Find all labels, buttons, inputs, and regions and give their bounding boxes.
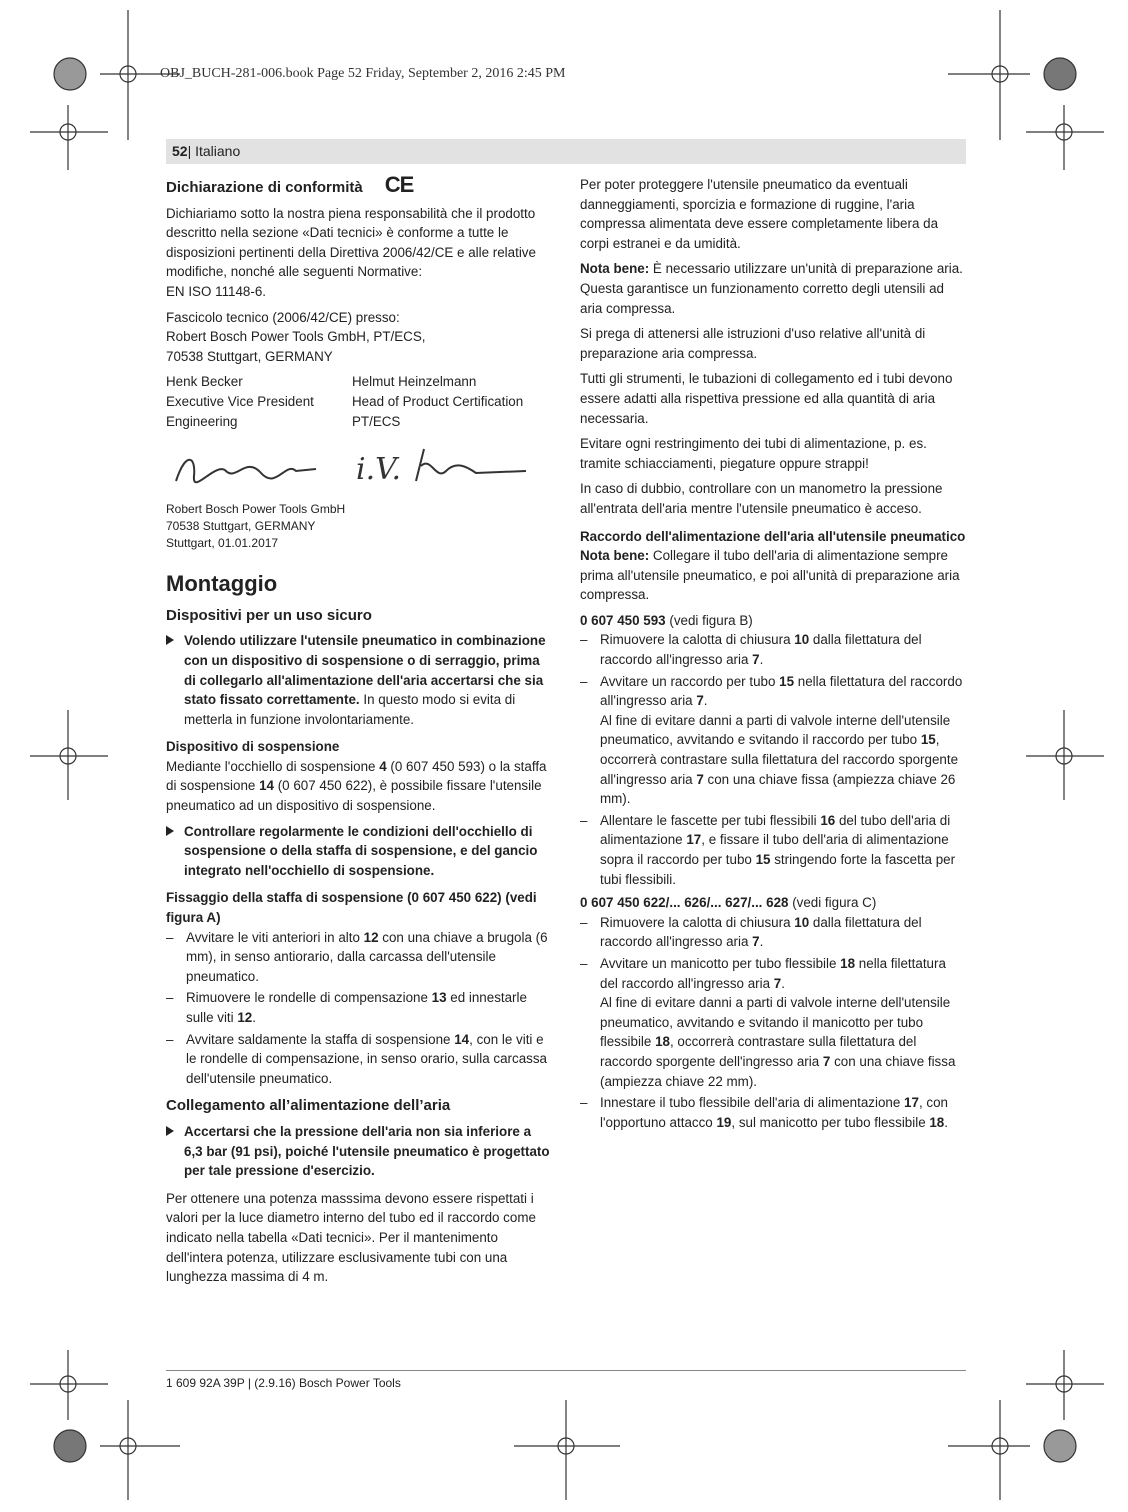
page-number: 52 xyxy=(172,143,188,159)
list-item: – Rimuovere la calotta di chiusura 10 dalla filettatura del raccordo all'ingresso aria 7. xyxy=(580,913,966,952)
protection-text: Per poter proteggere l'utensile pneumatico da eventuali danneggiamenti, sporcizia e formazione di ruggine, l'aria compressa alimentata deve essere completamente libera da corpi estranei e da umidità. xyxy=(580,177,939,251)
power-text: Per ottenere una potenza masssima devono essere rispettati i valori per la luce diametro interno del tubo ed il raccordo come indicato nella tabella «Dati tecnici». Per il mantenimento dell'intera potenza, utilizzare esclusivamente tubi con una lunghezza massima di 4 m. xyxy=(166,1190,536,1285)
list-item: – Avvitare saldamente la staffa di sospensione 14, con le viti e le rondelle di compensazione, in senso orario, sulla carcassa dell'utensile pneumatico. xyxy=(166,1030,552,1089)
page-footer: 1 609 92A 39P | (2.9.16) Bosch Power Tools xyxy=(166,1376,401,1390)
suspension-text: Mediante l'occhiello di sospensione 4 (0 607 450 593) o la staffa di sospensione 14 (0 607 450 622), è possibile fissare l'utensile pneumatico ad un dispositivo di sospensione. xyxy=(166,758,547,814)
list-item: – Avvitare le viti anteriori in alto 12 con una chiave a brugola (6 mm), in senso antiorario, dalla carcassa dell'utensile pneumatico. xyxy=(166,928,552,987)
technical-file: Fascicolo tecnico (2006/42/CE) presso: Robert Bosch Power Tools GmbH, PT/ECS, 70538 Stuttgart, GERMANY xyxy=(166,309,426,364)
section-title-montaggio: Montaggio xyxy=(166,571,278,597)
note-preparation-unit: Nota bene: È necessario utilizzare un'unità di preparazione aria. Questa garantisce un funzionamento corretto degli utensili ad aria compressa. xyxy=(580,261,963,316)
list-item: – Avvitare un manicotto per tubo flessibile 18 nella filettatura del raccordo all'ingresso aria 7. Al fine di evitare danni a parti di valvole interne dell'utensile pneumatico, avvitando e svitando il manicotto per tubo flessibile 18, occorrerà contrastare sulla filettatura del raccordo sporgente dell'ingresso aria 7 con una chiave fissa (ampiezza chiave 22 mm). xyxy=(580,954,966,1091)
signatures xyxy=(166,441,552,491)
page-header xyxy=(166,139,966,164)
ce-mark: CE xyxy=(384,172,414,197)
header-language: | Italiano xyxy=(187,143,241,159)
note-connect-order: Nota bene: Collegare il tubo dell'aria di alimentazione sempre prima all'utensile pneumatico, e poi all'unità di preparazione aria compressa. xyxy=(580,548,960,603)
heading-suspension-device: Dispositivo di sospensione xyxy=(166,739,340,755)
heading-safe-use: Dispositivi per un uso sicuro xyxy=(166,606,372,624)
instructions-text: Si prega di attenersi alle istruzioni d'uso relative all'unità di preparazione aria compressa. xyxy=(580,326,926,361)
list-item: – Rimuovere le rondelle di compensazione 13 ed innestarle sulle viti 12. xyxy=(166,988,552,1027)
left-column xyxy=(166,172,552,1293)
company-address: Robert Bosch Power Tools GmbH 70538 Stuttgart, GERMANY Stuttgart, 01.01.2017 xyxy=(166,502,346,551)
heading-air-fitting: Raccordo dell'alimentazione dell'aria all'utensile pneumatico xyxy=(580,528,966,544)
warning-check-eyelet: Controllare regolarmente le condizioni dell'occhiello di sospensione o della staffa di sospensione, e del gancio integrato nell'occhiello di sospensione. xyxy=(166,822,552,881)
print-info-line: OBJ_BUCH-281-006.book Page 52 Friday, September 2, 2016 2:45 PM xyxy=(160,66,566,81)
bracket-steps xyxy=(166,928,552,1089)
model-c-steps xyxy=(580,913,966,1133)
manometer-text: In caso di dubbio, controllare con un manometro la pressione all'entrata dell'aria mentre l'utensile pneumatico è acceso. xyxy=(580,481,943,516)
list-item: – Innestare il tubo flessibile dell'aria di alimentazione 17, con l'opportuno attacco 19, sul manicotto per tubo flessibile 18. xyxy=(580,1093,966,1132)
restriction-text: Evitare ogni restringimento dei tubi di alimentazione, p. es. tramite schiacciamenti, piegature oppure strappi! xyxy=(580,436,927,471)
model-b-steps xyxy=(580,630,966,889)
conformity-heading: Dichiarazione di conformità CE xyxy=(166,172,414,197)
instruments-text: Tutti gli strumenti, le tubazioni di collegamento ed i tubi devono essere adatti alla rispettiva pressione ed alla quantità di aria necessaria. xyxy=(580,371,953,426)
right-column xyxy=(580,175,966,1136)
norm-text: EN ISO 11148-6. xyxy=(166,283,266,299)
warning-suspension: Volendo utilizzare l'utensile pneumatico in combinazione con un dispositivo di sospensione o di serraggio, prima di collegarlo all'alimentazione dell'aria accertarsi che sia stato fissato correttamente. In questo modo si evita di metterla in funzione involontariamente. xyxy=(166,631,552,729)
list-item: – Rimuovere la calotta di chiusura 10 dalla filettatura del raccordo all'ingresso aria 7. xyxy=(580,630,966,669)
heading-air-connection: Collegamento all’alimentazione dell’aria xyxy=(166,1097,451,1115)
footer-divider xyxy=(166,1370,966,1371)
conformity-text: Dichiariamo sotto la nostra piena responsabilità che il prodotto descritto nella sezione «Dati tecnici» è conforme a tutte le disposizioni pertinenti della Direttiva 2006/42/CE e alle relative modifiche, nonché alle seguenti Normative: xyxy=(166,205,536,280)
heading-bracket-fixing: Fissaggio della staffa di sospensione (0 607 450 622) (vedi figura A) xyxy=(166,890,537,926)
model-b-heading: 0 607 450 593 (vedi figura B) xyxy=(580,612,753,628)
list-item: – Avvitare un raccordo per tubo 15 nella filettatura del raccordo all'ingresso aria 7. Al fine di evitare danni a parti di valvole interne dell'utensile pneumatico, avvitando e svitando il raccordo per tubo 15, occorrerà contrastare sulla filettatura del raccordo sporgente all'ingresso aria 7 con una chiave fissa (ampiezza chiave 26 mm). xyxy=(580,672,966,809)
model-c-heading: 0 607 450 622/... 626/... 627/... 628 (vedi figura C) xyxy=(580,895,877,911)
warning-pressure: Accertarsi che la pressione dell'aria non sia inferiore a 6,3 bar (91 psi), poiché l'utensile pneumatico è progettato per tale pressione d'esercizio. xyxy=(166,1122,552,1181)
svg-text:i.V.: i.V. xyxy=(356,452,402,488)
list-item: – Allentare le fascette per tubi flessibili 16 del tubo dell'aria di alimentazione 17, e fissare il tubo dell'aria di alimentazione sopra il raccordo per tubo 15 stringendo forte la fascetta per tubi flessibili. xyxy=(580,811,966,889)
signatories: Henk Becker Executive Vice President Engineering Helmut Heinzelmann Head of Product Certification PT/ECS xyxy=(166,374,524,429)
